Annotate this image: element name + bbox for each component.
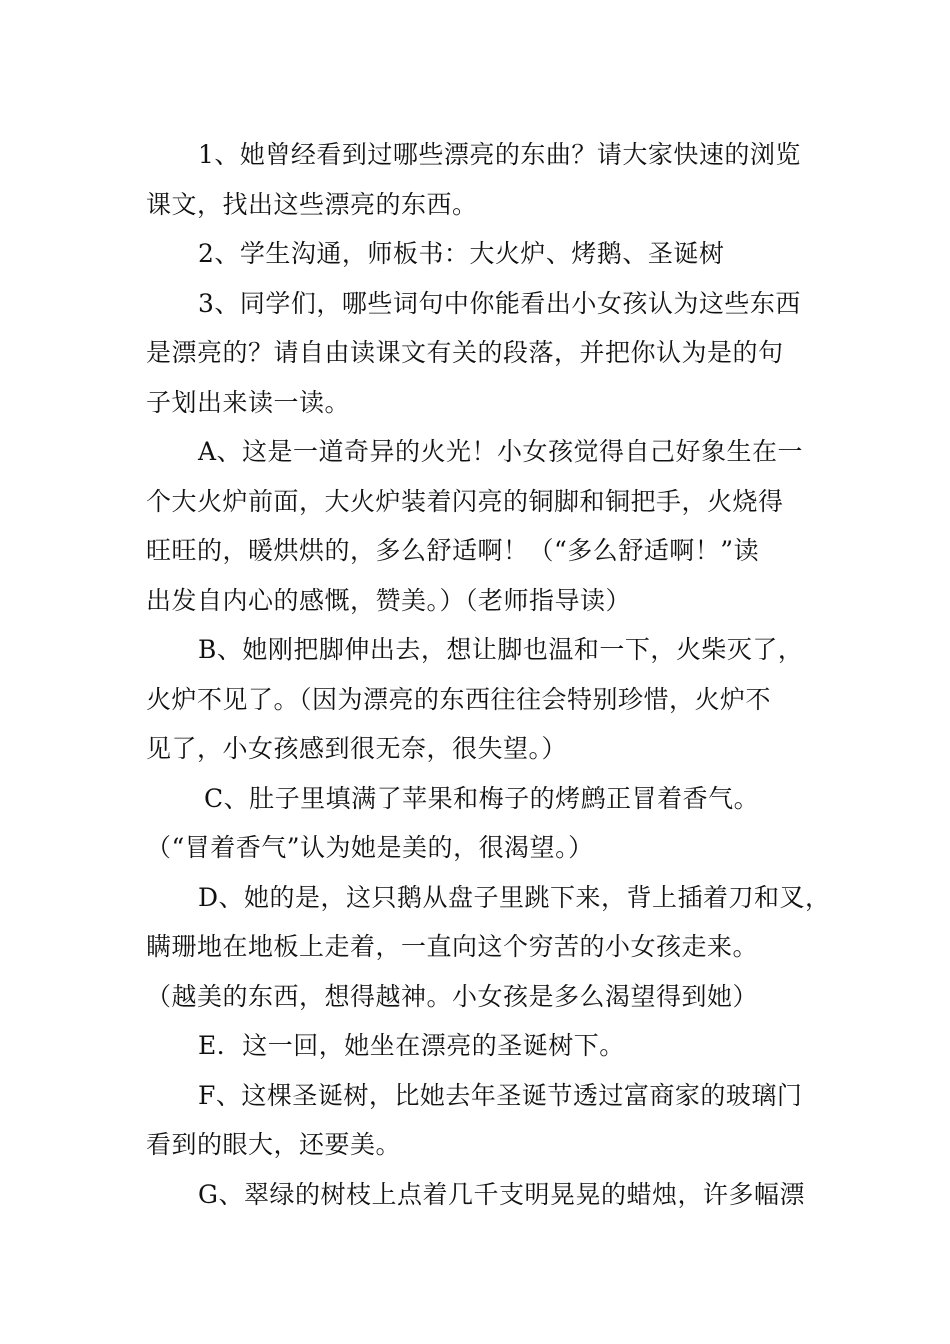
paragraph-d-line-3: （越美的东西，想得越神。小女孩是多么渴望得到她） [146,981,759,1011]
paragraph-3-line-2: 是漂亮的？请自由读课文有关的段落，并把你认为是的句 [146,338,784,367]
paragraph-a-line-1: A、这是一道奇异的火光！小女孩觉得自己好象生在一 [198,437,804,466]
paragraph-d-line-2: 瞒珊地在地板上走着，一直向这个穷苦的小女孩走来。 [146,932,759,961]
paragraph-f-line-2: 看到的眼大，还要美。 [146,1130,402,1159]
paragraph-a-line-2: 个大火炉前面，大火炉装着闪亮的铜脚和铜把手，火烧得 [146,486,784,516]
paragraph-d-line-1: D、她的是，这只鹅从盘子里跳下来，背上插着刀和叉， [198,882,831,912]
paragraph-3-line-3: 子划出来读一读。 [146,387,351,417]
paragraph-c-line-1: C、肚子里填满了苹果和梅子的烤鹧正冒着香气。 [204,783,760,813]
paragraph-1-line-1: 1、她曾经看到过哪些漂亮的东曲？请大家快速的浏览 [198,140,801,169]
paragraph-2-line-1: 2、学生沟通，师板书：大火炉、烤鹅、圣诞树 [198,239,725,268]
paragraph-g-line-1: G、翠绿的树枝上点着几千支明晃晃的蜡烛，许多幅漂 [198,1179,805,1209]
paragraph-e-line-1: E．这一回，她坐在漂亮的圣诞树下。 [198,1031,625,1060]
paragraph-3-line-1: 3、同学们，哪些词句中你能看出小女孩认为这些东西 [198,288,801,318]
paragraph-1-line-2: 课文，找出这些漂亮的东西。 [146,189,478,219]
document-body [146,130,831,1219]
paragraph-b-line-3: 见了，小女孩感到很无奈，很失望。） [146,734,568,763]
paragraph-b-line-1: B、她刚把脚伸出去，想让脚也温和一下，火柴灭了， [198,635,804,664]
paragraph-c-line-2: （“冒着香气”认为她是美的，很渴望。） [146,833,594,862]
paragraph-b-line-2: 火炉不见了。（因为漂亮的东西往往会特别珍惜，火炉不 [146,684,772,714]
paragraph-a-line-4: 出发自内心的感慨，赞美。）（老师指导读） [146,585,632,615]
paragraph-f-line-1: F、这棵圣诞树，比她去年圣诞节透过富商家的玻璃门 [198,1080,803,1110]
paragraph-a-line-3: 旺旺的，暖烘烘的，多么舒适啊！（“多么舒适啊！”读 [146,536,760,565]
